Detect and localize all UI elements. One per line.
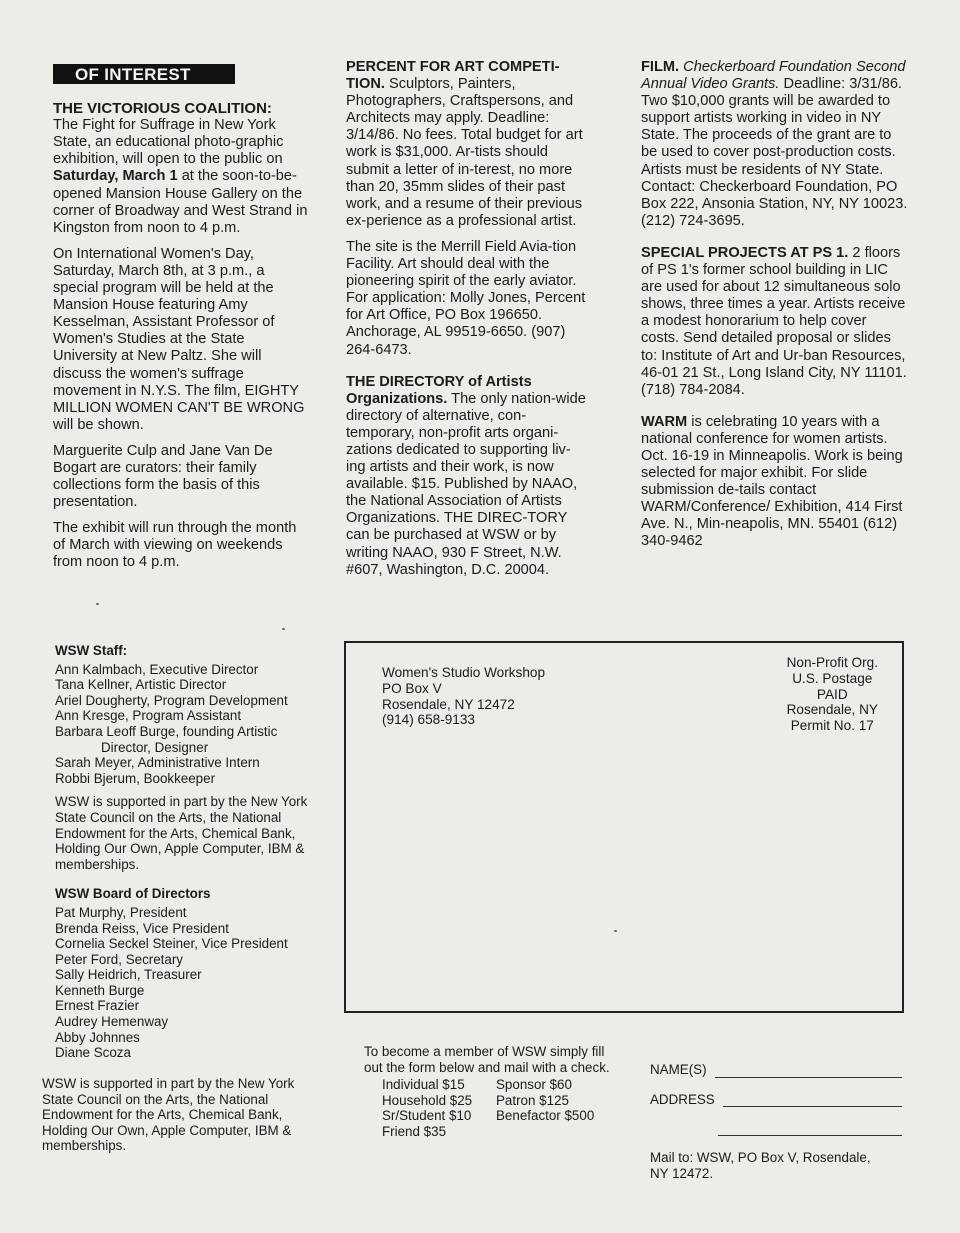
support-statement-bottom <box>42 1076 304 1161</box>
film-title: Checkerboard Foundation Second Annual Video Grants. <box>641 59 906 93</box>
address-field[interactable] <box>723 1092 902 1107</box>
fee-item: Sponsor $60 <box>496 1077 572 1093</box>
support-text: WSW is supported in part by the New York State Council on the Arts, the National Endowment for the Arts, Chemical Bank, Holding Our Own, Apple Computer, IBM & memberships. <box>42 1076 295 1154</box>
return-address <box>382 665 545 728</box>
coalition-heading: THE VICTORIOUS COALITION: <box>53 100 272 118</box>
list-item: Sarah Meyer, Administrative Intern <box>55 755 260 771</box>
percent-text: Sculptors, Painters, Photographers, Craftspersons, and Architects may apply. Deadline: 3/14/86. No fees. Total budget for art work is $31,000. Ar-tists should submit a letter of in-terest, no more than 20, 35mm slides of their past work, and a resume of their previous ex-perience as a professional artist. <box>346 76 583 229</box>
list-item: Director, Designer <box>101 739 209 755</box>
list-item: Kenneth Burge <box>55 982 145 998</box>
address-label: ADDRESS <box>650 1091 715 1107</box>
mail-to-text: Mail to: WSW, PO Box V, Rosendale, NY 12472. <box>650 1150 871 1181</box>
list-item: Tana Kellner, Artistic Director <box>55 677 227 693</box>
directory-paragraph <box>346 374 588 579</box>
film-text: Deadline: 3/31/86. Two $10,000 grants will be awarded to support artists working in video in NY State. The proceeds of the grant are to be used to cover post-production costs. Artists must be residents of NY State. Contact: Checkerboard Foundation, PO Box 222, Ansonia Station, NY, NY 10023. (212) 724-3695. <box>641 76 908 229</box>
film-paragraph <box>641 59 908 230</box>
list-item: Ann Kalmbach, Executive Director <box>55 661 259 677</box>
coalition-paragraph-3: Marguerite Culp and Jane Van De Bogart are curators: their family collections form the basis of this presentation. <box>53 442 273 511</box>
board-heading: WSW Board of Directors <box>55 886 211 902</box>
postage-line: U.S. Postage <box>792 670 873 686</box>
fee-item: Benefactor $500 <box>496 1108 595 1124</box>
support-statement: WSW is supported in part by the New York State Council on the Arts, the National Endowment for the Arts, Chemical Bank, Holding Our Own, Apple Computer, IBM & memberships. <box>55 794 308 872</box>
return-address-line: (914) 658-9133 <box>382 712 475 728</box>
membership-fee-grid <box>382 1077 610 1139</box>
coalition-paragraph-2: On International Women's Day, Saturday, March 8th, at 3 p.m., a special program will be held at the Mansion House featuring Amy Kesselman, Assistant Professor of Women's Studies at the State University at New Paltz. She will discuss the women's suffrage movement in N.Y.S. The film, EIGHTY MILLION WOMEN CAN'T BE WRONG will be shown. <box>53 245 305 433</box>
return-address-line: Rosendale, NY 12472 <box>382 696 515 712</box>
list-item: Diane Scoza <box>55 1045 131 1061</box>
left-column <box>53 64 311 581</box>
postage-line: Rosendale, NY <box>786 702 878 718</box>
ps1-heading: SPECIAL PROJECTS AT PS 1. <box>641 244 849 261</box>
staff-list <box>55 662 310 787</box>
fee-item: Sr/Student $10 <box>382 1108 472 1124</box>
staff-section <box>55 643 310 1061</box>
list-item: Brenda Reiss, Vice President <box>55 920 229 936</box>
coalition-paragraph-1 <box>53 117 311 237</box>
postage-line: Permit No. 17 <box>790 718 874 734</box>
right-column <box>641 59 908 560</box>
list-item: Cornelia Seckel Steiner, Vice President <box>55 936 288 952</box>
percent-paragraph-2: The site is the Merrill Field Avia-tion Facility. Art should deal with the pioneering spirit of the early aviator. For application: Molly Jones, Percent for Art Office, PO Box 196650. Anchorage, AL 99519-6650. (907) 264-6473. <box>346 238 586 358</box>
return-address-line: Women's Studio Workshop <box>382 665 546 680</box>
paper-speck <box>282 628 285 630</box>
mailing-label-box <box>344 641 904 1013</box>
directory-heading: THE DIRECTORY of Artists Organizations. <box>346 373 532 407</box>
list-item: Audrey Hemenway <box>55 1014 169 1030</box>
list-item: Sally Heidrich, Treasurer <box>55 967 202 983</box>
membership-intro: To become a member of WSW simply fill out the form below and mail with a check. <box>364 1044 610 1075</box>
list-item: Ernest Frazier <box>55 998 140 1014</box>
fee-item: Friend $35 <box>382 1123 447 1139</box>
ps1-text: 2 floors of PS 1's former school building in LIC are used for about 12 simultaneous solo shows, three times a year. Artists receive a modest honorarium to help cover costs. Send detailed proposal or slides to: Institute of Art and Ur-ban Resources, 46-01 21 St., Long Island City, NY 11101. (718) 784-2084. <box>641 244 907 398</box>
percent-heading: PERCENT FOR ART COMPETI-TION. <box>346 59 560 93</box>
list-item: Ariel Dougherty, Program Development <box>55 692 288 708</box>
paper-speck <box>614 930 617 932</box>
fee-item: Individual $15 <box>382 1077 465 1093</box>
list-item: Barbara Leoff Burge, founding Artistic <box>55 723 278 739</box>
fee-item: Patron $125 <box>496 1092 569 1108</box>
address-row-2 <box>718 1121 902 1136</box>
list-item: Abby Johnnes <box>55 1029 140 1045</box>
fee-item: Household $25 <box>382 1092 473 1108</box>
address-row <box>650 1092 902 1108</box>
postage-line: PAID <box>816 686 848 702</box>
coalition-text-a: The Fight for Suffrage in New York State, an educational photo-graphic exhibition, will open to the public on <box>53 117 284 168</box>
coalition-date: Saturday, March 1 <box>53 168 178 185</box>
ps1-paragraph <box>641 245 908 399</box>
coalition-paragraph-4: The exhibit will run through the month of March with viewing on weekends from noon to 4 p.m. <box>53 520 297 571</box>
coalition-text-b: at the soon-to-be-opened Mansion House Gallery on the corner of Broadway and West Strand in Kingston from noon to 4 p.m. <box>53 168 308 236</box>
list-item: Pat Murphy, President <box>55 904 187 920</box>
warm-text: is celebrating 10 years with a national conference for women artists. Oct. 16-19 in Minneapolis. Work is being selected for major exhibit. For slide submission de-tails contact WARM/Conference/ Exhibition, 414 First Ave. N., Min-neapolis, MN. 55401 (612) 340-9462 <box>641 413 903 550</box>
list-item: Ann Kresge, Program Assistant <box>55 708 242 724</box>
warm-heading: WARM <box>641 413 688 430</box>
postage-line: Non-Profit Org. <box>786 655 878 670</box>
percent-paragraph-1 <box>346 59 588 230</box>
middle-column <box>346 59 588 588</box>
membership-section <box>364 1044 610 1140</box>
directory-text: The only nation-wide directory of alternative, con-temporary, non-profit arts organi-zations dedicated to supporting liv-ing artists and their work, is now available. $15. Published by NAAO, the National Association of Artists Organizations. THE DIREC-TORY can be purchased at WSW or by writing NAAO, 930 F Street, N.W. #607, Washington, D.C. 20004. <box>346 390 586 578</box>
warm-paragraph <box>641 414 908 551</box>
return-address-line: PO Box V <box>382 680 442 696</box>
paper-speck <box>96 603 99 605</box>
address-field-2[interactable] <box>718 1121 902 1136</box>
list-item: Peter Ford, Secretary <box>55 951 184 967</box>
board-list <box>55 905 310 1061</box>
staff-heading: WSW Staff: <box>55 643 128 658</box>
postage-indicia <box>787 655 878 734</box>
name-field[interactable] <box>715 1063 902 1078</box>
name-label: NAME(S) <box>650 1062 707 1077</box>
of-interest-badge: OF INTEREST <box>53 64 235 84</box>
name-row <box>650 1062 902 1078</box>
film-heading: FILM. <box>641 59 680 75</box>
list-item: Robbi Bjerum, Bookkeeper <box>55 770 216 786</box>
membership-form <box>650 1062 902 1181</box>
